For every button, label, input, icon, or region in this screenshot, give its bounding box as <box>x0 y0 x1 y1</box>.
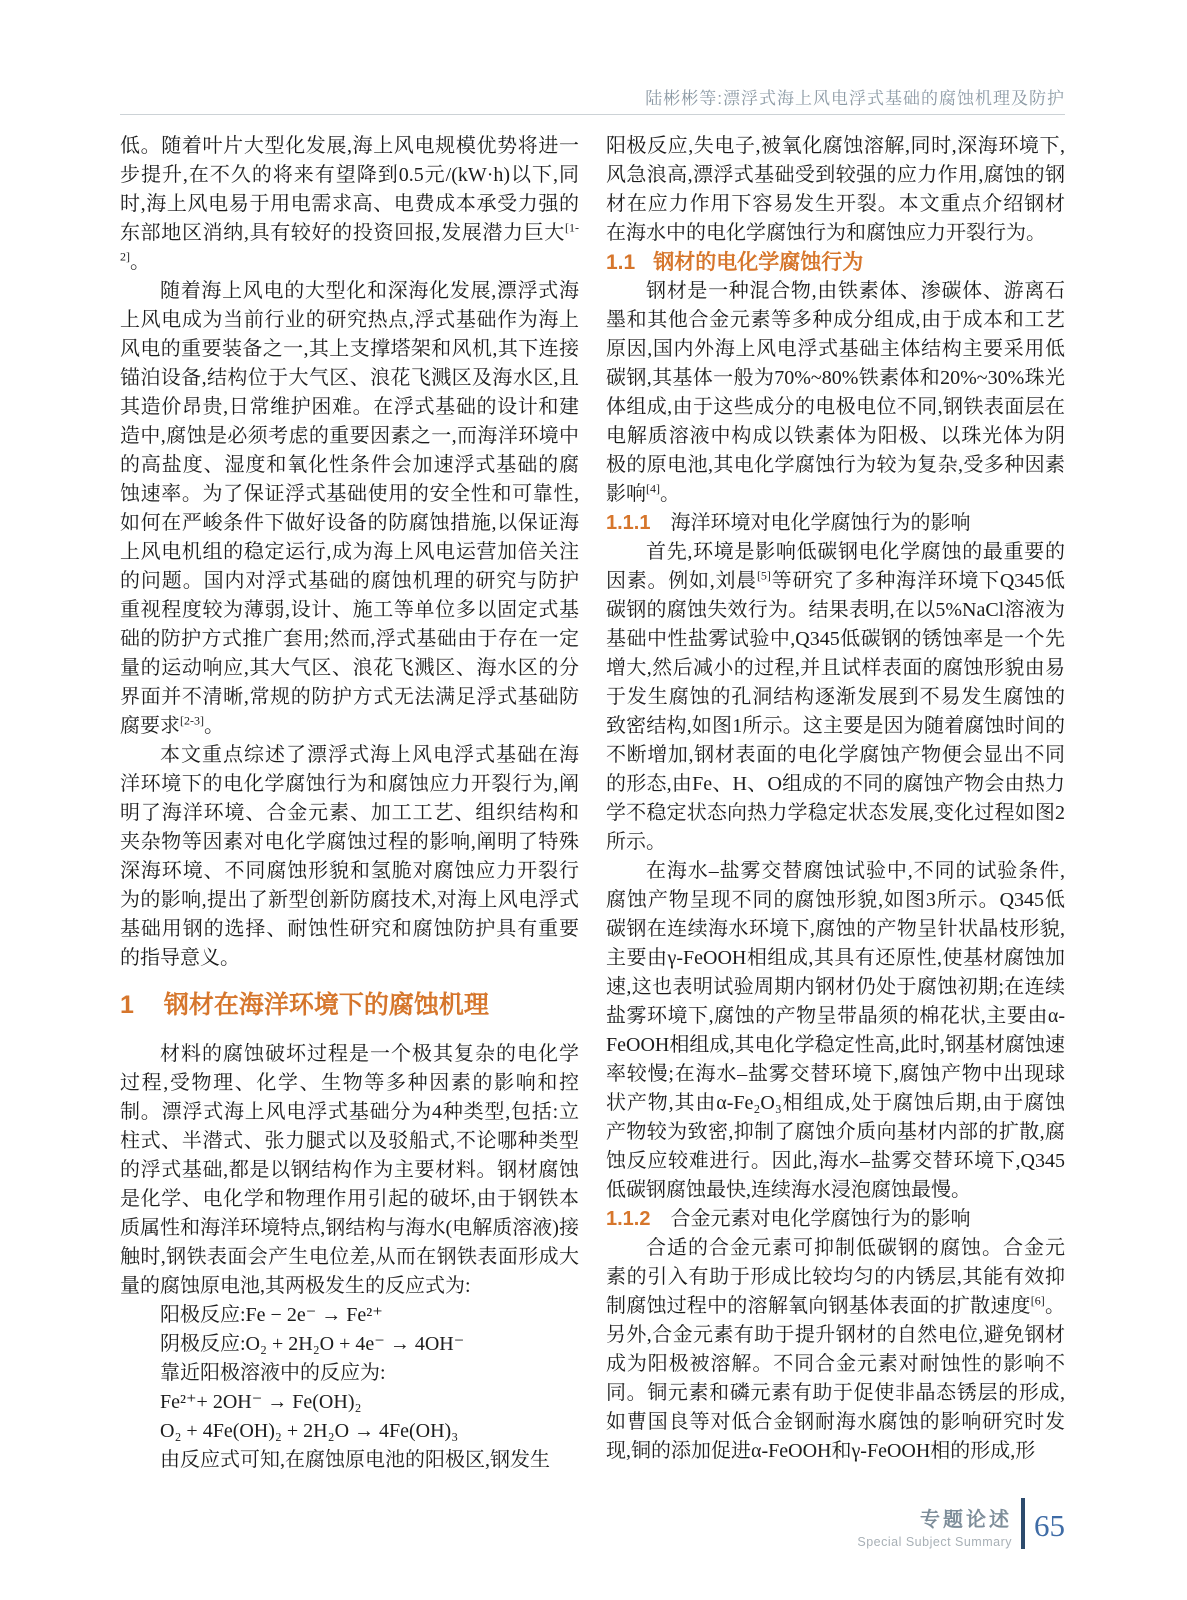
paragraph: 材料的腐蚀破坏过程是一个极其复杂的电化学过程,受物理、化学、生物等多种因素的影响和控制。漂浮式海上风电浮式基础分为4种类型,包括:立柱式、半潜式、张力腿式以及驳船式,不论哪种类型的浮式基础,都是以钢结构作为主要材料。钢材腐蚀是化学、电化学和物理作用引起的破坏,由于钢铁本质属性和海洋环境特点,钢结构与海水(电解质溶液)接触时,钢铁表面会产生电位差,从而在钢铁表面形成大量的腐蚀原电池,其两极发生的反应式为: <box>120 1043 579 1297</box>
section-label-en: Special Subject Summary <box>857 1535 1012 1549</box>
right-column <box>606 132 1065 1475</box>
subsubsection-number: 1.1.2 <box>606 1208 651 1230</box>
paragraph: 阳极反应,失电子,被氧化腐蚀溶解,同时,深海环境下,风急浪高,漂浮式基础受到较强的应力作用,腐蚀的钢材在应力作用下容易发生开裂。本文重点介绍钢材在海水中的电化学腐蚀行为和腐蚀应力开裂行为。 <box>606 135 1065 244</box>
citation-ref: [6] <box>1030 1293 1045 1308</box>
paragraph <box>606 538 1065 857</box>
subsubsection-heading <box>606 1205 1065 1234</box>
equation-oxidation: O₂ + 4Fe(OH)₂ + 2H₂O → 4Fe(OH)₃ <box>160 1420 459 1442</box>
paragraph: 本文重点综述了漂浮式海上风电浮式基础在海洋环境下的电化学腐蚀行为和腐蚀应力开裂行为,阐明了海洋环境、合金元素、加工工艺、组织结构和夹杂物等因素对电化学腐蚀过程的影响,阐明了特殊深海环境、不同腐蚀形貌和氢脆对腐蚀应力开裂行为的影响,提出了新型创新防腐技术,对海上风电浮式基础用钢的选择、耐蚀性研究和腐蚀防护具有重要的指导意义。 <box>120 744 579 969</box>
section-title: 钢材在海洋环境下的腐蚀机理 <box>163 991 489 1019</box>
subsubsection-title: 海洋环境对电化学腐蚀行为的影响 <box>670 512 971 534</box>
paragraph: 由反应式可知,在腐蚀原电池的阳极区,钢发生 <box>160 1449 550 1471</box>
paragraph-text: 等研究了多种海洋环境下Q345低碳钢的腐蚀失效行为。结果表明,在以5%NaCl溶液为基础中性盐雾试验中,Q345低碳钢的锈蚀率是一个先增大,然后减小的过程,并且试样表面的腐蚀形貌由易于发生腐蚀的孔洞结构逐渐发展到不易发生腐蚀的致密结构,如图1所示。这主要是因为随着腐蚀时间的不断增加,钢材表面的电化学腐蚀产物便会显出不同的形态,由Fe、H、O组成的不同的腐蚀产物会由热力学不稳定状态向热力学稳定状态发展,变化过程如图2所示。 <box>606 570 1066 853</box>
paragraph-text: 钢材是一种混合物,由铁素体、渗碳体、游离石墨和其他合金元素等多种成分组成,由于成本和工艺原因,国内外海上风电浮式基础主体结构主要采用低碳钢,其基体一般为70%~80%铁素体和20%~30%珠光体组成,由于这些成分的电极电位不同,钢铁表面层在电解质溶液中构成以铁素体为阳极、以珠光体为阴极的原电池,其电化学腐蚀行为较为复杂,受多种因素影响 <box>606 280 1065 505</box>
paragraph: 在海水–盐雾交替腐蚀试验中,不同的试验条件,腐蚀产物呈现不同的腐蚀形貌,如图3所示。Q345低碳钢在连续海水环境下,腐蚀的产物呈针状晶枝形貌,主要由γ-FeOOH相组成,其具有还原性,使基材腐蚀加速,这也表明试验周期内钢材仍处于腐蚀初期;在连续盐雾环境下,腐蚀的产物呈带晶须的棉花状,主要由α-FeOOH相组成,其电化学稳定性高,此时,钢基材腐蚀速率较慢;在海水–盐雾交替环境下,腐蚀产物中出现球状产物,其由α-Fe₂O₃相组成,处于腐蚀后期,由于腐蚀产物较为致密,抑制了腐蚀介质向基材内部的扩散,腐蚀反应较难进行。因此,海水–盐雾交替环境下,Q345低碳钢腐蚀最快,连续海水浸泡腐蚀最慢。 <box>606 860 1065 1201</box>
paragraph <box>606 277 1065 509</box>
equation-label: 靠近阳极溶液中的反应为: <box>160 1362 386 1384</box>
paragraph <box>120 132 579 277</box>
paragraph <box>120 277 579 741</box>
paragraph-text: 低。随着叶片大型化发展,海上风电规模优势将进一步提升,在不久的将来有望降到0.5元/(kW·h)以下,同时,海上风电易于用电需求高、电费成本承受力强的东部地区消纳,具有较好的投资回报,发展潜力巨大 <box>120 135 579 244</box>
subsection-number: 1.1 <box>606 251 636 274</box>
subsubsection-heading <box>606 509 1065 538</box>
paragraph <box>606 1234 1065 1466</box>
subsubsection-title: 合金元素对电化学腐蚀行为的影响 <box>670 1208 971 1230</box>
equation-hydroxide: Fe²⁺+ 2OH⁻ → Fe(OH)₂ <box>160 1391 362 1413</box>
citation-ref: [4] <box>646 481 660 496</box>
paragraph-text: 。 <box>130 251 150 273</box>
equation-anode: 阳极反应:Fe − 2e⁻ → Fe²⁺ <box>160 1304 383 1326</box>
subsection-heading <box>606 248 1065 277</box>
page-footer <box>857 1498 1065 1549</box>
paragraph-text: 合适的合金元素可抑制低碳钢的腐蚀。合金元素的引入有助于形成比较均匀的内锈层,其能有效抑制腐蚀过程中的溶解氧向钢基体表面的扩散速度 <box>606 1237 1065 1317</box>
paragraph-text: 。 <box>660 483 680 505</box>
paragraph-text: 。另外,合金元素有助于提升钢材的自然电位,避免钢材成为阳极被溶解。不同合金元素对耐蚀性的影响不同。铜元素和磷元素有助于促使非晶态锈层的形成,如曹国良等对低合金钢耐海水腐蚀的影响研究时发现,铜的添加促进α-FeOOH和γ-FeOOH相的形成,形 <box>606 1295 1066 1462</box>
section-heading <box>120 987 579 1023</box>
article-body <box>120 132 1065 1475</box>
footer-labels <box>857 1498 1012 1549</box>
subsection-title: 钢材的电化学腐蚀行为 <box>653 251 864 274</box>
paragraph-text: 首先,环境是影响低碳钢电化学腐蚀的最重要的因素。例如,刘晨 <box>606 541 1065 592</box>
section-label-cn: 专题论述 <box>920 1509 1012 1531</box>
header-rule <box>120 114 1065 115</box>
page-number: 65 <box>1034 1508 1065 1543</box>
left-column <box>120 132 579 1475</box>
citation-ref: [5] <box>756 568 771 583</box>
citation-ref: [1-2] <box>120 220 579 264</box>
subsubsection-number: 1.1.1 <box>606 512 651 534</box>
paragraph-text: 。 <box>204 715 224 737</box>
equation-cathode: 阴极反应:O₂ + 2H₂O + 4e⁻ → 4OH⁻ <box>160 1333 465 1355</box>
citation-ref: [2-3] <box>180 713 204 728</box>
section-number: 1 <box>120 991 134 1019</box>
running-head: 陆彬彬等:漂浮式海上风电浮式基础的腐蚀机理及防护 <box>645 89 1065 108</box>
footer-divider-bar <box>1021 1498 1025 1549</box>
paragraph-text: 随着海上风电的大型化和深海化发展,漂浮式海上风电成为当前行业的研究热点,浮式基础作为海上风电的重要装备之一,其上支撑塔架和风机,其下连接锚泊设备,结构位于大气区、浪花飞溅区及海水区,且其造价昂贵,日常维护困难。在浮式基础的设计和建造中,腐蚀是必须考虑的重要因素之一,而海洋环境中的高盐度、湿度和氧化性条件会加速浮式基础的腐蚀速率。为了保证浮式基础使用的安全性和可靠性,如何在严峻条件下做好设备的防腐蚀措施,以保证海上风电机组的稳定运行,成为海上风电运营加倍关注的问题。国内对浮式基础的腐蚀机理的研究与防护重视程度较为薄弱,设计、施工等单位多以固定式基础的防护方式推广套用;然而,浮式基础由于存在一定量的运动响应,其大气区、浪花飞溅区、海水区的分界面并不清晰,常规的防护方式无法满足浮式基础防腐要求 <box>120 280 579 737</box>
